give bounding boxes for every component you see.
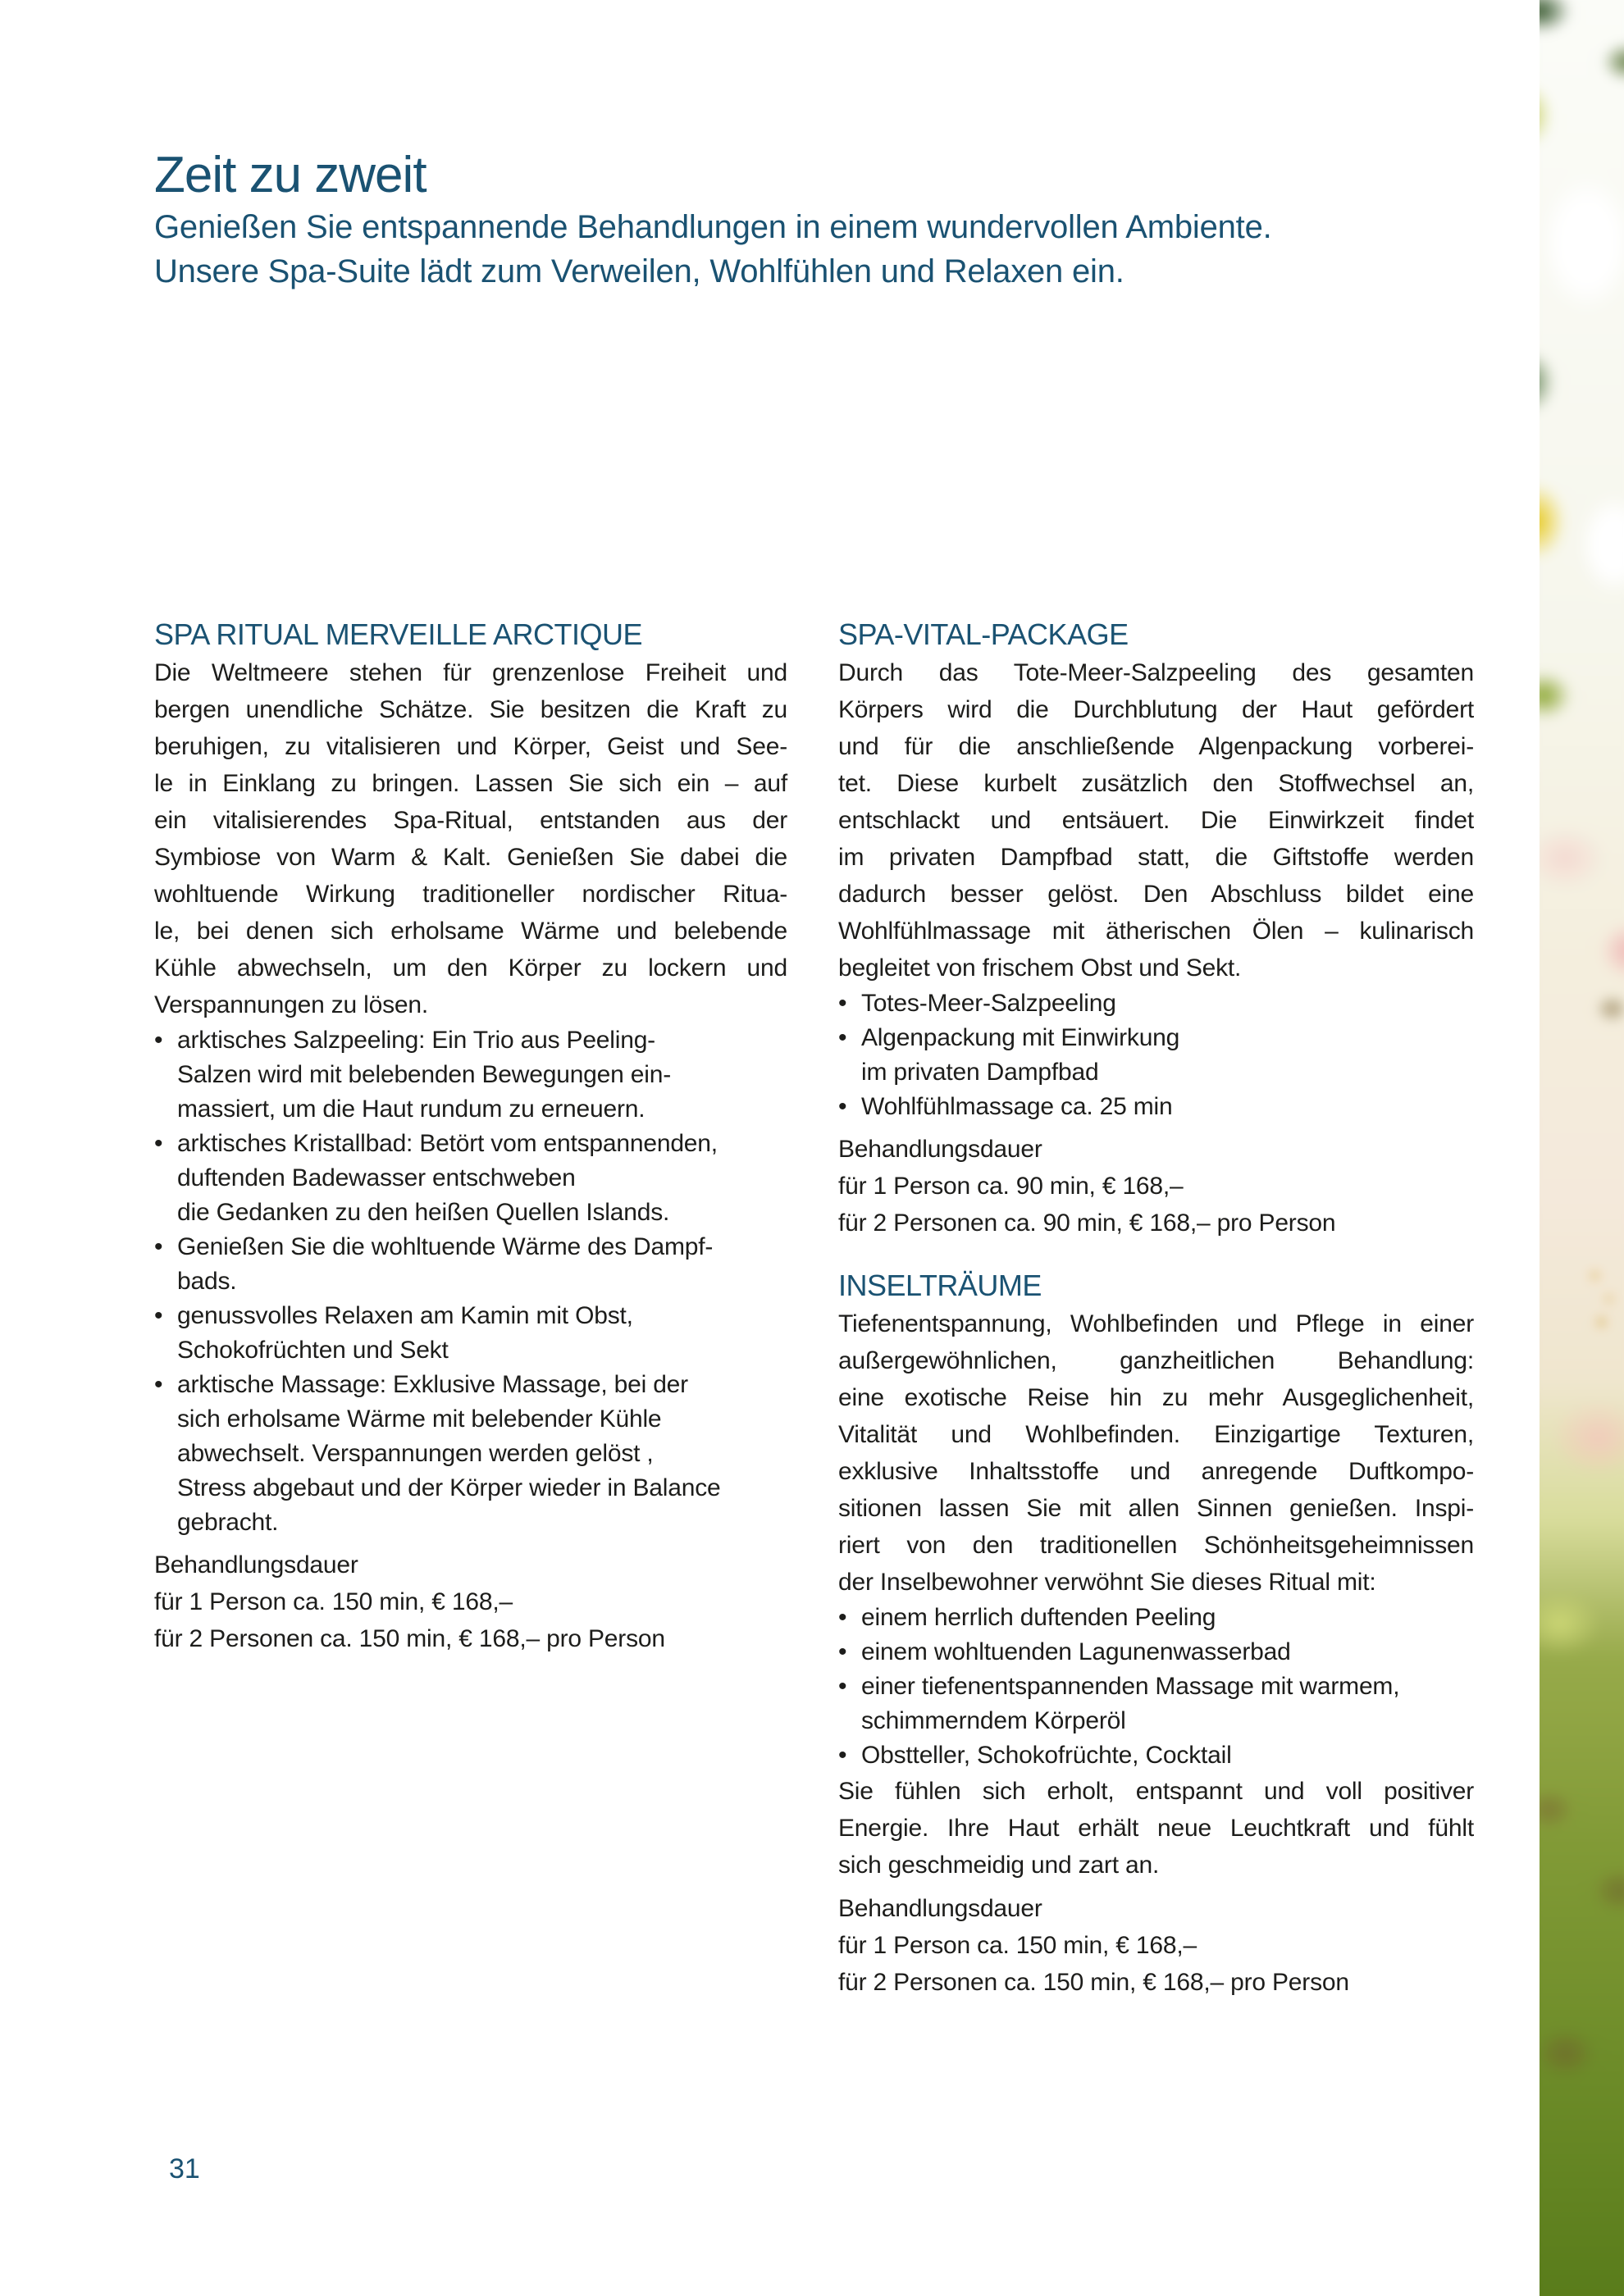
treatment-section [154,615,787,1657]
bullet-icon: • [838,990,847,1017]
section-heading: INSELTRÄUME [838,1269,1042,1302]
bullet-icon: • [838,1673,847,1700]
paragraph-line: begleitet von frischem Obst und Sekt. [838,954,1242,982]
bullet-line: Stress abgebaut und der Körper wieder in Balance [177,1474,721,1501]
page-number: 31 [169,2153,200,2184]
treatment-section [838,615,1474,1241]
bullet-line: abwechselt. Verspannungen werden gelöst , [177,1440,654,1467]
paragraph-line: der Inselbewohner verwöhnt Sie dieses Ritual mit: [838,1569,1376,1596]
bullet-line: Algenpackung mit Einwirkung [861,1024,1180,1051]
bullet-item [838,1635,1474,1670]
bullet-icon: • [154,1130,163,1157]
paragraph-line: le in Einklang zu bringen. Lassen Sie sich ein – auf [154,770,787,797]
duration-info [838,1890,1474,2001]
paragraph-line: sitionen lassen Sie mit allen Sinnen genießen. Inspi- [838,1495,1474,1522]
bullet-line: Genießen Sie die wohltuende Wärme des Dampf- [177,1233,714,1260]
bullet-line: einem herrlich duftenden Peeling [861,1604,1216,1631]
paragraph-line: Energie. Ihre Haut erhält neue Leuchtkraft und fühlt [838,1815,1474,1842]
paragraph-line: ein vitalisierendes Spa-Ritual, entstanden aus der [154,807,787,834]
bullet-line: Schokofrüchten und Sekt [177,1337,449,1364]
column-left [154,615,787,1657]
bullet-line: bads. [177,1268,237,1295]
bullet-line: im privaten Dampfbad [861,1059,1099,1086]
bullet-lines [177,1023,787,1127]
bullet-lines [861,1635,1474,1670]
bullet-icon: • [838,1093,847,1120]
paragraph-line: le, bei denen sich erholsame Wärme und belebende [154,918,787,945]
bullet-line: die Gedanken zu den heißen Quellen Islands. [177,1199,670,1226]
bullet-icon: • [154,1302,163,1329]
bullet-lines [177,1127,787,1230]
paragraph [838,654,1474,986]
paragraph-line: wohltuende Wirkung traditioneller nordischer Ritua- [154,881,787,908]
bullet-icon: • [154,1027,163,1054]
bullet-item [838,1670,1474,1738]
bullet-line: einer tiefenentspannenden Massage mit warmem, [861,1673,1400,1700]
bullet-line: arktisches Salzpeeling: Ein Trio aus Peeling- [177,1027,655,1054]
bullet-item [154,1299,787,1368]
bullet-item [154,1023,787,1127]
bullet-lines [177,1299,787,1368]
paragraph-line: und für die anschließende Algenpackung vorberei- [838,733,1474,760]
paragraph-line: dadurch besser gelöst. Den Abschluss bildet eine [838,881,1474,908]
bullet-line: schimmerndem Körperöl [861,1707,1126,1734]
info-line: für 2 Personen ca. 150 min, € 168,– pro Person [154,1625,665,1652]
bullet-line: arktische Massage: Exklusive Massage, bei der [177,1371,688,1398]
bullet-list [838,986,1474,1124]
column-right [838,615,1474,2001]
bullet-line: Totes-Meer-Salzpeeling [861,990,1116,1017]
paragraph-line: beruhigen, zu vitalisieren und Körper, Geist und See- [154,733,787,760]
paragraph-line: außergewöhnlichen, ganzheitlichen Behandlung: [838,1347,1474,1374]
paragraph-line: Kühle abwechseln, um den Körper zu lockern und [154,954,787,982]
paragraph-line: Tiefenentspannung, Wohlbefinden und Pflege in einer [838,1310,1474,1337]
paragraph-line: Durch das Tote-Meer-Salzpeeling des gesamten [838,659,1474,686]
paragraph-line: Symbiose von Warm & Kalt. Genießen Sie dabei die [154,844,787,871]
bullet-item [838,1738,1474,1773]
page-subtitle-line-1: Genießen Sie entspannende Behandlungen in einem wundervollen Ambiente. [154,209,1272,245]
bullet-line: Salzen wird mit belebenden Bewegungen ein- [177,1061,672,1088]
info-line: Behandlungsdauer [838,1136,1042,1163]
paragraph [838,1305,1474,1601]
bullet-line: Obstteller, Schokofrüchte, Cocktail [861,1742,1232,1769]
bullet-line: duftenden Badewasser entschweben [177,1164,576,1191]
bullet-lines [177,1368,787,1540]
bullet-lines [861,1670,1474,1738]
treatment-section [838,1266,1474,2001]
paragraph-line: sich geschmeidig und zart an. [838,1852,1160,1879]
bullet-icon: • [838,1024,847,1051]
paragraph-line: Sie fühlen sich erholt, entspannt und voll positiver [838,1778,1474,1805]
paragraph-line: exklusive Inhaltsstoffe und anregende Duftkompo- [838,1458,1474,1485]
bullet-lines [861,986,1474,1021]
paragraph-line: Körpers wird die Durchblutung der Haut gefördert [838,696,1474,723]
duration-info [154,1547,787,1657]
bullet-line: einem wohltuenden Lagunenwasserbad [861,1638,1291,1665]
bullet-lines [861,1021,1474,1090]
blossom-photo-blur [1540,0,1624,2296]
bullet-item [838,986,1474,1021]
bullet-lines [861,1601,1474,1635]
info-line: Behandlungsdauer [838,1895,1042,1922]
bullet-item [838,1601,1474,1635]
section-heading: SPA RITUAL MERVEILLE ARCTIQUE [154,617,643,651]
paragraph-line: tet. Diese kurbelt zusätzlich den Stoffwechsel an, [838,770,1474,797]
bullet-item [838,1021,1474,1090]
page-title: Zeit zu zweit [154,147,427,203]
bullet-line: Wohlfühlmassage ca. 25 min [861,1093,1173,1120]
paragraph-line: riert von den traditionellen Schönheitsgeheimnissen [838,1532,1474,1559]
info-line: für 1 Person ca. 150 min, € 168,– [154,1588,513,1615]
bullet-list [838,1601,1474,1773]
bullet-item [154,1368,787,1540]
bullet-item [154,1127,787,1230]
paragraph-line: Wohlfühlmassage mit ätherischen Ölen – kulinarisch [838,918,1474,945]
duration-info [838,1131,1474,1241]
bullet-icon: • [154,1371,163,1398]
bullet-icon: • [838,1604,847,1631]
info-line: Behandlungsdauer [154,1551,358,1578]
paragraph [154,654,787,1023]
bullet-line: sich erholsame Wärme mit belebender Kühle [177,1405,662,1433]
bullet-icon: • [838,1742,847,1769]
info-line: für 2 Personen ca. 150 min, € 168,– pro Person [838,1969,1349,1996]
paragraph-line: bergen unendliche Schätze. Sie besitzen die Kraft zu [154,696,787,723]
bullet-item [154,1230,787,1299]
paragraph-line: im privaten Dampfbad statt, die Giftstoffe werden [838,844,1474,871]
bullet-list [154,1023,787,1540]
bullet-lines [861,1090,1474,1124]
bullet-line: arktisches Kristallbad: Betört vom entspannenden, [177,1130,718,1157]
info-line: für 1 Person ca. 150 min, € 168,– [838,1932,1197,1959]
bullet-icon: • [838,1638,847,1665]
bullet-line: massiert, um die Haut rundum zu erneuern. [177,1096,645,1123]
info-line: für 2 Personen ca. 90 min, € 168,– pro Person [838,1210,1336,1237]
paragraph-line: eine exotische Reise hin zu mehr Ausgeglichenheit, [838,1384,1474,1411]
bullet-line: genussvolles Relaxen am Kamin mit Obst, [177,1302,633,1329]
bullet-lines [861,1738,1474,1773]
bullet-line: gebracht. [177,1509,279,1536]
bullet-item [838,1090,1474,1124]
bullet-lines [177,1230,787,1299]
paragraph-line: Vitalität und Wohlbefinden. Einzigartige Texturen, [838,1421,1474,1448]
section-heading: SPA-VITAL-PACKAGE [838,617,1129,651]
paragraph-line: Verspannungen zu lösen. [154,991,428,1018]
info-line: für 1 Person ca. 90 min, € 168,– [838,1173,1184,1200]
paragraph-line: Die Weltmeere stehen für grenzenlose Freiheit und [154,659,787,686]
page-header [154,146,1508,294]
paragraph-line: entschlackt und entsäuert. Die Einwirkzeit findet [838,807,1474,834]
bullet-icon: • [154,1233,163,1260]
page-subtitle-line-2: Unsere Spa-Suite lädt zum Verweilen, Wohlfühlen und Relaxen ein. [154,253,1124,289]
paragraph [838,1773,1474,1884]
blossom-photo-strip [1540,0,1624,2296]
